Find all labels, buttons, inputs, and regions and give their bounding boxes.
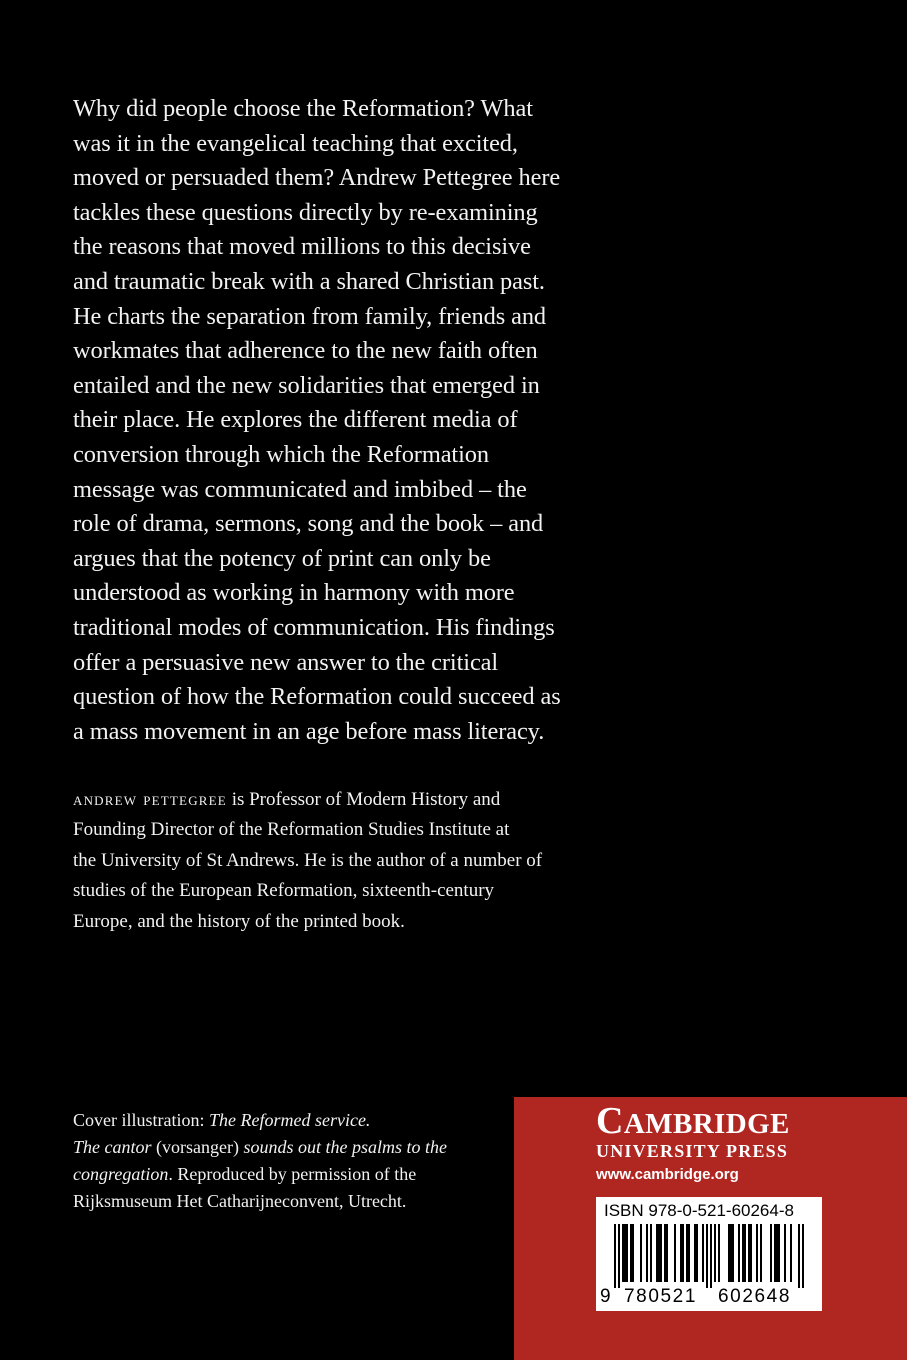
blurb-line: He charts the separation from family, friends and — [73, 302, 547, 330]
barcode-bar — [646, 1224, 648, 1282]
credit-text: . Reproduced by permission of the — [168, 1164, 417, 1184]
barcode-bar — [680, 1224, 682, 1282]
credit-text: Cover illustration: — [73, 1110, 209, 1130]
barcode-bar — [770, 1224, 772, 1282]
credit-line — [73, 1134, 493, 1161]
barcode-bar — [730, 1224, 732, 1282]
back-cover-blurb — [73, 92, 603, 749]
blurb-line: question of how the Reformation could succeed as — [73, 683, 561, 711]
barcode-bar — [632, 1224, 634, 1282]
blurb-line: understood as working in harmony with more — [73, 579, 515, 607]
publisher-panel — [514, 1097, 907, 1360]
barcode-bar — [744, 1224, 746, 1282]
credit-text: (vorsanger) — [156, 1137, 239, 1157]
barcode-bar — [738, 1224, 740, 1282]
blurb-line: role of drama, sermons, song and the book – and — [73, 510, 544, 538]
publisher-name-rest: AMBRIDGE — [623, 1108, 790, 1140]
barcode-bar — [750, 1224, 752, 1282]
publisher-subtitle: UNIVERSITY PRESS — [596, 1141, 789, 1161]
bio-line: the University of St Andrews. He is the author of a number of — [73, 849, 543, 871]
credit-italic: congregation — [73, 1164, 169, 1184]
blurb-line: the reasons that moved millions to this decisive — [73, 233, 531, 261]
bio-line: studies of the European Reformation, sixteenth-century — [73, 880, 495, 902]
barcode-bar — [694, 1224, 696, 1282]
barcode-bar — [718, 1224, 720, 1282]
credit-line: Rijksmuseum Het Catharijneconvent, Utrecht. — [73, 1191, 407, 1211]
credit-italic: sounds out the psalms to the — [238, 1137, 447, 1157]
cover-illustration-credit — [73, 1107, 493, 1215]
barcode-bar — [630, 1224, 632, 1282]
barcode-bar — [760, 1224, 762, 1282]
credit-italic: The cantor — [73, 1137, 156, 1157]
barcode-bar — [650, 1224, 652, 1282]
barcode-bar — [732, 1224, 734, 1282]
isbn-label: ISBN 978-0-521-60264-8 — [604, 1201, 794, 1220]
publisher-url: www.cambridge.org — [596, 1166, 739, 1183]
barcode-bar — [658, 1224, 660, 1282]
blurb-line: conversion through which the Reformation — [73, 440, 489, 468]
barcode-icon — [604, 1224, 814, 1288]
blurb-line: their place. He explores the different media of — [73, 406, 518, 434]
barcode-bar — [626, 1224, 628, 1282]
barcode-bar — [756, 1224, 758, 1282]
barcode-digit-first: 9 — [600, 1286, 611, 1307]
blurb-line: workmates that adherence to the new faith often — [73, 337, 538, 365]
barcode-bar — [682, 1224, 684, 1282]
publisher-name-initial: C — [596, 1100, 624, 1142]
blurb-line: was it in the evangelical teaching that excited, — [73, 129, 518, 157]
blurb-line: entailed and the new solidarities that emerged in — [73, 371, 540, 399]
blurb-line: a mass movement in an age before mass literacy. — [73, 717, 545, 745]
blurb-line: Why did people choose the Reformation? What — [73, 95, 533, 122]
barcode-bar — [776, 1224, 778, 1282]
barcode-bar — [664, 1224, 666, 1282]
blurb-line: moved or persuaded them? Andrew Pettegree here — [73, 164, 561, 192]
bio-line-rest: is Professor of Modern History and — [226, 789, 501, 810]
barcode-bar — [688, 1224, 690, 1282]
credit-line — [73, 1161, 493, 1188]
blurb-line: and traumatic break with a shared Christian past. — [73, 267, 545, 295]
barcode-bar — [640, 1224, 642, 1282]
barcode-bar — [624, 1224, 626, 1282]
barcode-bar — [614, 1224, 616, 1288]
bio-line: Founding Director of the Reformation Studies Institute at — [73, 819, 510, 841]
barcode-bar — [710, 1224, 712, 1288]
barcode-bar — [656, 1224, 658, 1282]
barcode-bar — [702, 1224, 704, 1282]
barcode-bar — [798, 1224, 800, 1288]
barcode-bar — [774, 1224, 776, 1282]
barcode-box — [596, 1197, 822, 1311]
publisher-logo-name — [596, 1101, 790, 1144]
author-name: andrew pettegree — [73, 789, 227, 810]
bio-line: Europe, and the history of the printed book. — [73, 910, 405, 932]
barcode-bar — [660, 1224, 662, 1282]
barcode-bar — [618, 1224, 620, 1288]
blurb-line: argues that the potency of print can only be — [73, 544, 491, 572]
barcode-bar — [696, 1224, 698, 1282]
barcode-bar — [748, 1224, 750, 1282]
blurb-line: traditional modes of communication. His findings — [73, 613, 555, 641]
barcode-digit-group: 602648 — [718, 1286, 792, 1307]
barcode-bar — [706, 1224, 708, 1288]
barcode-bar — [622, 1224, 624, 1282]
barcode-bar — [728, 1224, 730, 1282]
blurb-line: offer a persuasive new answer to the critical — [73, 648, 499, 676]
author-bio — [73, 785, 613, 937]
barcode-bar — [802, 1224, 804, 1288]
barcode-bar — [674, 1224, 676, 1282]
barcode-bar — [742, 1224, 744, 1282]
blurb-line: tackles these questions directly by re-examining — [73, 198, 538, 226]
barcode-bar — [714, 1224, 716, 1282]
credit-line — [73, 1107, 493, 1134]
barcode-bar — [686, 1224, 688, 1282]
barcode-bar — [778, 1224, 780, 1282]
barcode-digit-group: 780521 — [624, 1286, 698, 1307]
bio-line — [73, 785, 613, 815]
blurb-line: message was communicated and imbibed – the — [73, 475, 527, 503]
barcode-bar — [790, 1224, 792, 1282]
credit-italic: The Reformed service. — [208, 1110, 371, 1130]
barcode-bar — [666, 1224, 668, 1282]
barcode-bar — [784, 1224, 786, 1282]
